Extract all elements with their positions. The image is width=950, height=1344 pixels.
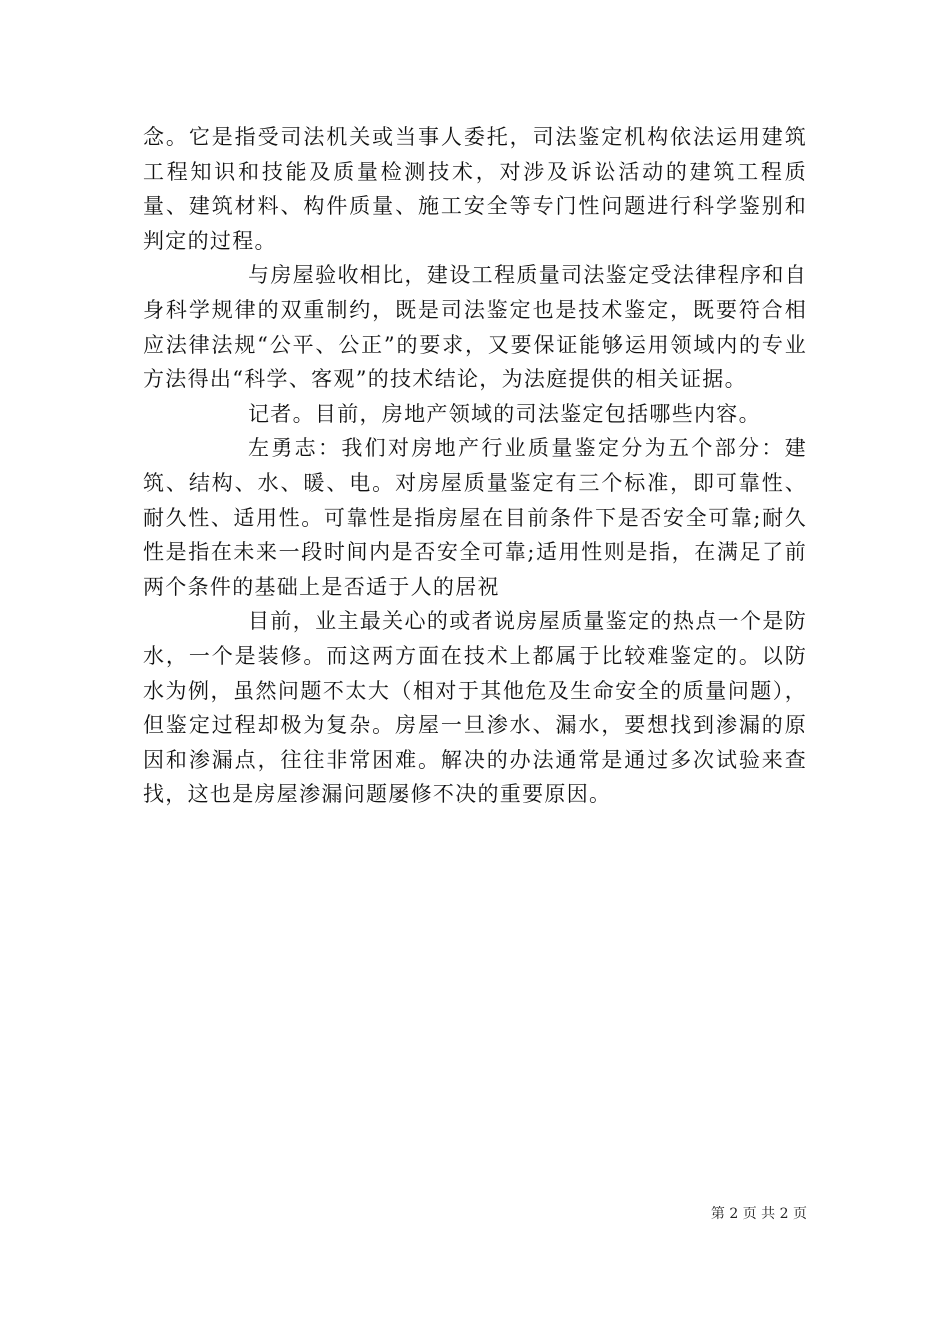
paragraph-answer: 左勇志：我们对房地产行业质量鉴定分为五个部分：建筑、结构、水、暖、电。对房屋质量鉴定有三个标准，即可靠性、耐久性、适用性。可靠性是指房屋在目前条件下是否安全可靠;耐久性是指在未来一段时间内是否安全可靠;适用性则是指，在满足了前两个条件的基础上是否适于人的居祝	[143, 436, 807, 599]
article-body	[143, 120, 807, 812]
paragraph-continuation: 念。它是指受司法机关或当事人委托，司法鉴定机构依法运用建筑工程知识和技能及质量检测技术，对涉及诉讼活动的建筑工程质量、建筑材料、构件质量、施工安全等专门性问题进行科学鉴别和判定的过程。	[143, 125, 807, 253]
page-number-footer: 第 2 页 共 2 页	[710, 1206, 807, 1222]
paragraph-comparison: 与房屋验收相比，建设工程质量司法鉴定受法律程序和自身科学规律的双重制约，既是司法鉴定也是技术鉴定，既要符合相应法律法规“公平、公正”的要求，又要保证能够运用领域内的专业方法得出“科学、客观”的技术结论，为法庭提供的相关证据。	[143, 263, 807, 392]
paragraph-reporter-question: 记者。目前，房地产领域的司法鉴定包括哪些内容。	[248, 401, 761, 426]
paragraph-hotspots: 目前，业主最关心的或者说房屋质量鉴定的热点一个是防水，一个是装修。而这两方面在技术上都属于比较难鉴定的。以防水为例，虽然问题不太大（相对于其他危及生命安全的质量问题），但鉴定过程却极为复杂。房屋一旦渗水、漏水，要想找到渗漏的原因和渗漏点，往往非常困难。解决的办法通常是通过多次试验来查找，这也是房屋渗漏问题屡修不决的重要原因。	[143, 609, 807, 807]
